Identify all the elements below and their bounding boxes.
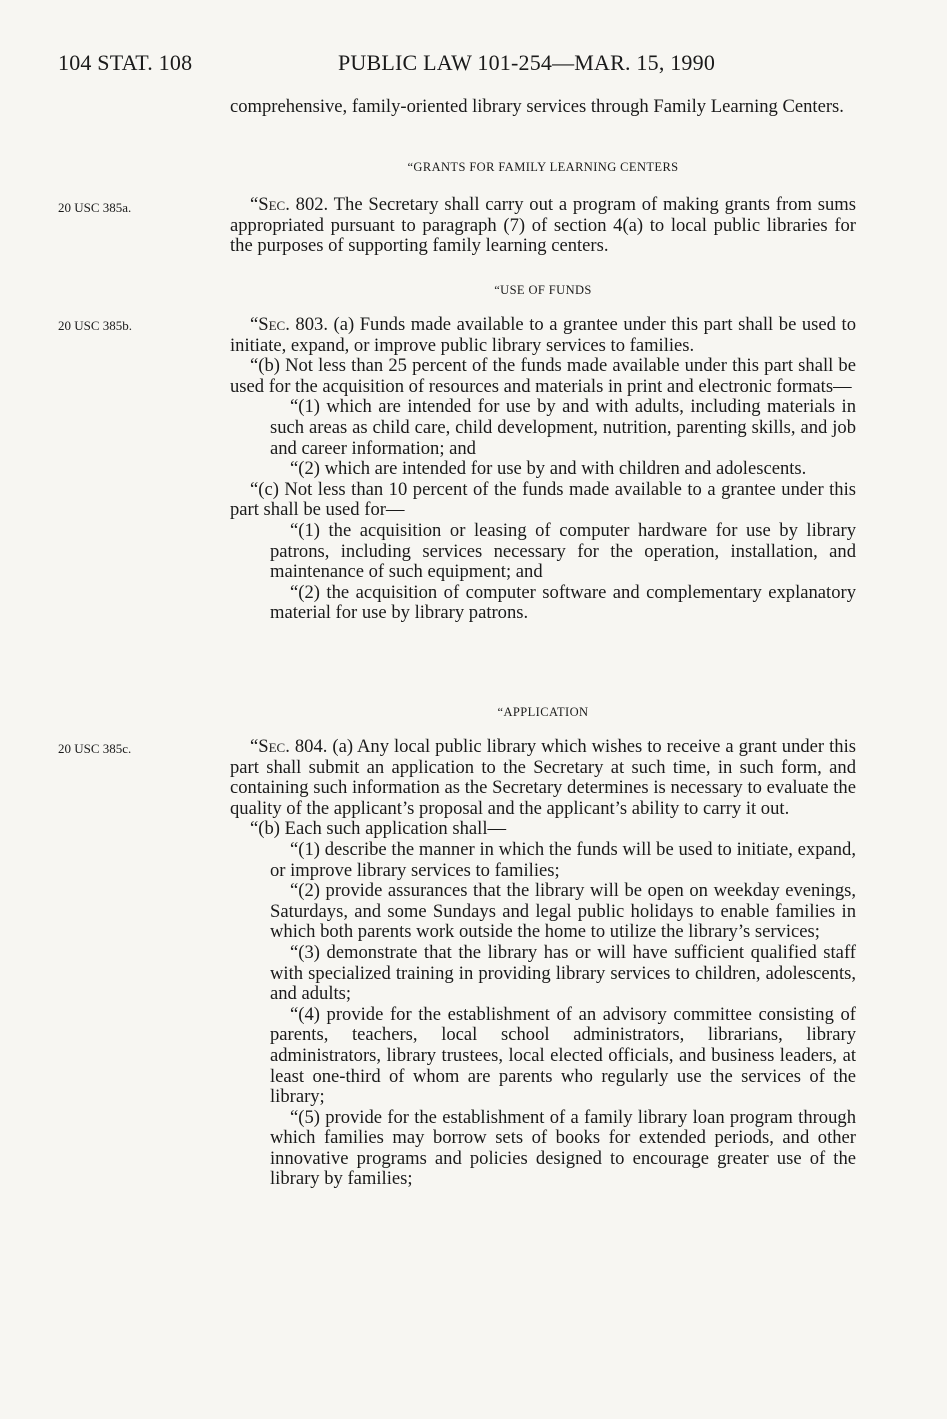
section-804-a-text: . 804. (a) Any local public library which wishes to receive a grant under this part shall submit an application to the Secretary at such time, in such form, and containing such information as the Secretary determines is necessary to evaluate the quality of the applicant’s proposal and the applicant’s ability to carry it out. bbox=[230, 736, 856, 819]
margin-note-804: 20 USC 385c. bbox=[58, 741, 132, 756]
intro-block bbox=[230, 97, 856, 118]
law-title-header: PUBLIC LAW 101-254—MAR. 15, 1990 bbox=[338, 50, 716, 75]
section-803-b: “(b) Not less than 25 percent of the funds made available under this part shall be used for the acquisition of resources and materials in print and electronic formats— bbox=[230, 355, 856, 397]
section-803-b1: “(1) which are intended for use by and with adults, including materials in such areas as child care, child development, nutrition, parenting skills, and job and career information; and bbox=[270, 396, 856, 459]
section-804-b2: “(2) provide assurances that the library will be open on weekday evenings, Saturdays, and some Sundays and legal public holidays to enable families in which both parents work outside the home to utilize the library’s services; bbox=[270, 880, 856, 943]
section-label-smallcaps: ec bbox=[268, 194, 286, 215]
section-label-open: “S bbox=[250, 314, 269, 335]
section-803-b2: “(2) which are intended for use by and with children and adolescents. bbox=[290, 458, 807, 480]
section-804-a bbox=[230, 737, 856, 819]
section-label-smallcaps: ec bbox=[268, 736, 286, 757]
section-803-c: “(c) Not less than 10 percent of the funds made available to a grantee under this part shall be used for— bbox=[230, 478, 856, 521]
margin-note-803: 20 USC 385b. bbox=[58, 318, 133, 333]
section-804-b4: “(4) provide for the establishment of an advisory committee consisting of parents, teachers, local school administrators, librarians, library administrators, library trustees, local elected officials, and business leaders, at least one-third of whom are parents who regularly use the services of the library; bbox=[270, 1003, 856, 1108]
section-804-b5: “(5) provide for the establishment of a family library loan program through which families may borrow sets of books for extended periods, and other innovative programs and policies designed to encourage greater use of the library by families; bbox=[270, 1106, 856, 1190]
section-803-a-text: . 803. (a) Funds made available to a grantee under this part shall be used to initiate, expand, or improve public library services to families. bbox=[230, 314, 856, 356]
section-803-a bbox=[230, 315, 856, 356]
section-heading-804: “APPLICATION bbox=[497, 705, 589, 719]
section-804-b3: “(3) demonstrate that the library has or will have sufficient qualified staff with specialized training in providing library services to children, adolescents, and adults; bbox=[270, 941, 856, 1005]
section-heading-802: “GRANTS FOR FAMILY LEARNING CENTERS bbox=[407, 160, 679, 174]
section-803-c2: “(2) the acquisition of computer software and complementary explanatory material for use by library patrons. bbox=[270, 581, 856, 624]
section-802-text: . 802. The Secretary shall carry out a program of making grants from sums appropriated pursuant to paragraph (7) of section 4(a) to local public libraries for the purposes of supporting family learning centers. bbox=[230, 194, 856, 257]
section-804-b1: “(1) describe the manner in which the funds will be used to initiate, expand, or improve library services to families; bbox=[270, 838, 856, 881]
section-803-body bbox=[230, 315, 856, 624]
section-802-body bbox=[230, 195, 856, 257]
section-label-open: “S bbox=[250, 194, 269, 215]
section-label-open: “S bbox=[250, 736, 269, 757]
section-802-paragraph bbox=[230, 195, 856, 257]
section-heading-803: “USE OF FUNDS bbox=[494, 283, 592, 297]
section-804-b: “(b) Each such application shall— bbox=[250, 818, 507, 840]
margin-note-802: 20 USC 385a. bbox=[58, 200, 132, 215]
section-803-c1: “(1) the acquisition or leasing of computer hardware for use by library patrons, including services necessary for the operation, installation, and maintenance of such equipment; and bbox=[270, 519, 856, 583]
stat-page-number: 104 STAT. 108 bbox=[58, 50, 193, 75]
intro-paragraph: comprehensive, family-oriented library services through Family Learning Centers. bbox=[230, 96, 844, 117]
section-804-body bbox=[230, 737, 856, 1190]
section-label-smallcaps: ec bbox=[268, 314, 286, 335]
